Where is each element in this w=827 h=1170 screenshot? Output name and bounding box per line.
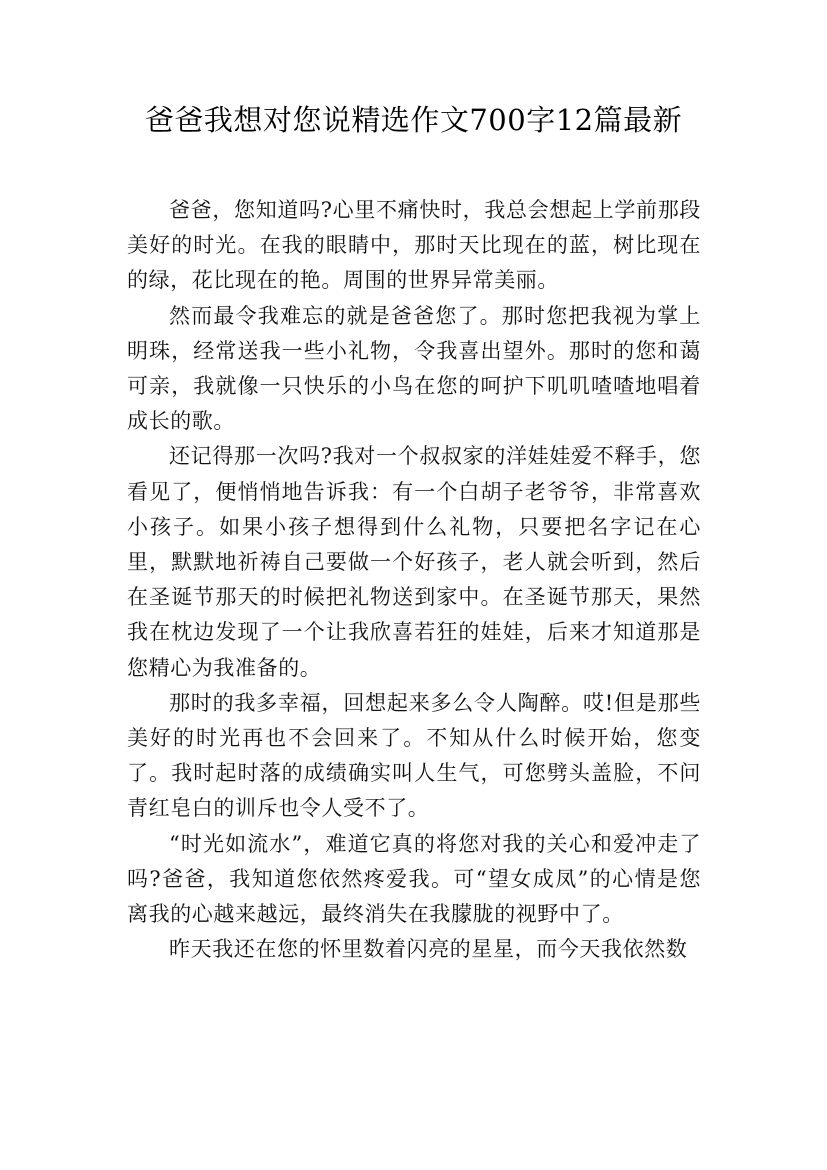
paragraph: 然而最令我难忘的就是爸爸您了。那时您把我视为掌上明珠，经常送我一些小礼物，令我喜出望外。那时的您和蔼可亲，我就像一只快乐的小鸟在您的呵护下叽叽喳喳地唱着成长的歌。	[127, 303, 701, 434]
paragraph: 昨天我还在您的怀里数着闪亮的星星，而今天我依然数	[169, 937, 688, 962]
document-body	[127, 193, 701, 967]
paragraph: 那时的我多幸福，回想起来多么令人陶醉。哎!但是那些美好的时光再也不会回来了。不知从什么时候开始，您变了。我时起时落的成绩确实叫人生气，可您劈头盖脸，不问青红皂白的训斥也令人受不了。	[127, 690, 701, 821]
paragraph: “时光如流水”，难道它真的将您对我的关心和爱冲走了吗?爸爸，我知道您依然疼爱我。可“望女成凤”的心情是您离我的心越来越远，最终消失在我朦胧的视野中了。	[127, 831, 701, 927]
document-title: 爸爸我想对您说精选作文700字12篇最新	[144, 103, 683, 137]
paragraph: 还记得那一次吗?我对一个叔叔家的洋娃娃爱不释手，您看见了，便悄悄地告诉我：有一个白胡子老爷爷，非常喜欢小孩子。如果小孩子想得到什么礼物，只要把名字记在心里，默默地祈祷自己要做一个好孩子，老人就会听到，然后在圣诞节那天的时候把礼物送到家中。在圣诞节那天，果然我在枕边发现了一个让我欣喜若狂的娃娃，后来才知道那是您精心为我准备的。	[127, 444, 701, 680]
paragraph: 爸爸，您知道吗?心里不痛快时，我总会想起上学前那段美好的时光。在我的眼睛中，那时天比现在的蓝，树比现在的绿，花比现在的艳。周围的世界异常美丽。	[127, 198, 701, 293]
